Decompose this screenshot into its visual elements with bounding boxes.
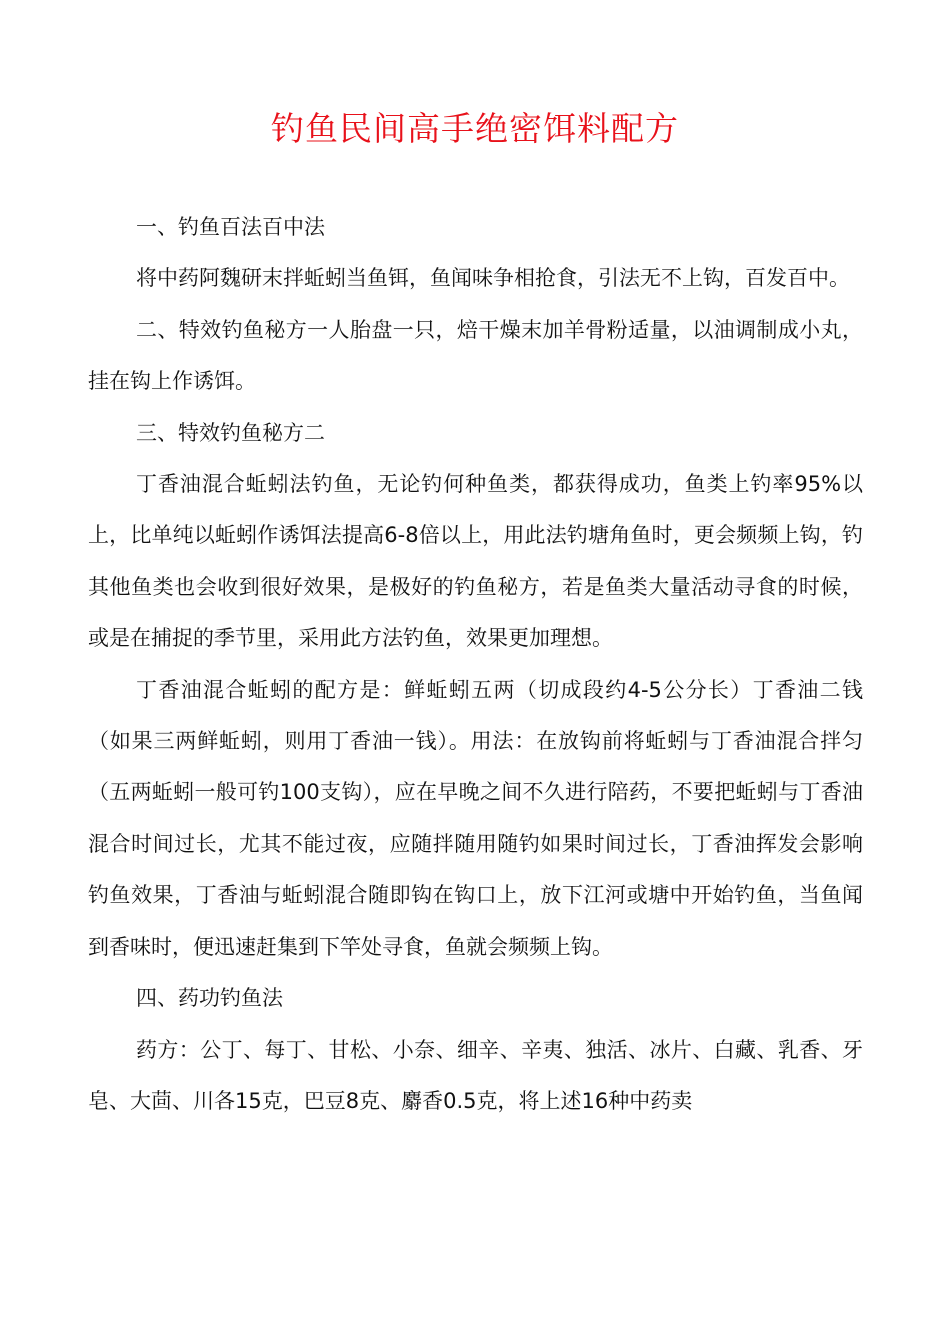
section-heading-3: 三、特效钓鱼秘方二: [136, 420, 325, 445]
paragraph-3: 丁香油混合蚯蚓法钓鱼，无论钓何种鱼类，都获得成功，鱼类上钓率95%以上，比单纯以蚯蚓作诱饵法提高6-8倍以上，用此法钓塘角鱼时，更会频频上钩，钓其他鱼类也会收到很好效果，是极好的钓鱼秘方，若是鱼类大量活动寻食的时候，或是在捕捉的季节里，采用此方法钓鱼，效果更加理想。: [88, 472, 863, 651]
paragraph-2: 二、特效钓鱼秘方一人胎盘一只，焙干燥末加羊骨粉适量，以油调制成小丸，挂在钩上作诱饵。: [88, 317, 863, 394]
section-heading-1: 一、钓鱼百法百中法: [136, 215, 325, 239]
paragraph-1: 将中药阿魏研末拌蚯蚓当鱼铒，鱼闻味争相抢食，引法无不上钩，百发百中。: [136, 266, 850, 291]
paragraph-4: 丁香油混合蚯蚓的配方是：鲜蚯蚓五两（切成段约4-5公分长）丁香油二钱（如果三两鲜蚯蚓，则用丁香油一钱）。用法：在放钩前将蚯蚓与丁香油混合拌匀（五两蚯蚓一般可钓100支钩），应在早晚之间不久进行陪药，不要把蚯蚓与丁香油混合时间过长，尤其不能过夜，应随拌随用随钓如果时间过长，丁香油挥发会影响钓鱼效果，丁香油与蚯蚓混合随即钩在钩口上，放下江河或塘中开始钓鱼，当鱼闻到香味时，便迅速赶集到下竿处寻食，鱼就会频频上钩。: [88, 677, 863, 959]
document-title: 钓鱼民间高手绝密饵料配方: [271, 109, 679, 148]
document-body: [88, 202, 863, 1127]
paragraph-5: 药方：公丁、每丁、甘松、小奈、细辛、辛夷、独活、冰片、白藏、乳香、牙皂、大茴、川各15克，巴豆8克、麝香0.5克，将上述16种中药卖: [88, 1037, 863, 1113]
section-heading-4: 四、药功钓鱼法: [136, 986, 283, 1011]
